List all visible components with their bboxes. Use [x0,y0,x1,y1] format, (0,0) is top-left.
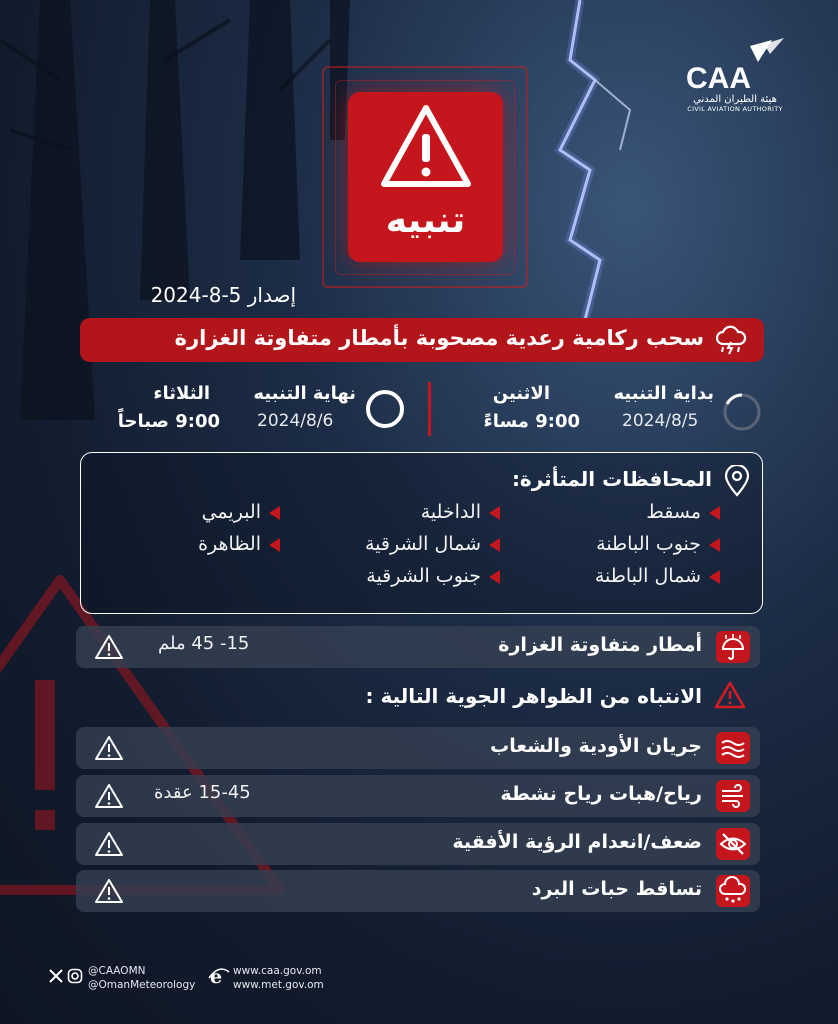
caution-heading [76,678,760,718]
warning-triangle-icon [714,680,746,710]
governorate-item: البريمي [202,501,280,523]
phenomenon-label: جريان الأودية والشعاب [490,735,702,757]
svg-text:e: e [210,966,223,986]
logo-arabic-name: هيئة الطيران المدني [693,94,777,105]
governorate-item: جنوب الباطنة [596,533,720,555]
start-time: 9:00 مساءً [483,411,580,432]
wind-icon [716,780,750,812]
logo-english-name: CIVIL AVIATION AUTHORITY [687,105,783,113]
hail-cloud-icon [716,875,750,907]
phenomenon-row [76,870,760,912]
web-browser-icon [208,966,230,986]
governorate-item: شمال الباطنة [595,565,720,587]
phenomenon-row [76,823,760,865]
rain-row [76,626,760,668]
headline-text: سحب ركامية رعدية مصحوبة بأمطار متفاوتة الغزارة [174,326,704,350]
governorate-item: مسقط [646,501,720,523]
thunder-cloud-icon [714,324,748,356]
end-title: نهاية التنبيه [253,383,356,404]
warning-triangle-icon [94,783,124,809]
governorate-item: الداخلية [421,501,500,523]
time-divider [428,382,431,436]
phenomenon-row [76,727,760,769]
governorates-panel [80,452,763,614]
caa-logo [676,38,794,130]
warning-triangle-icon [378,102,474,190]
social-handle-caa[interactable]: @CAAOMN [88,965,146,977]
end-time: 9:00 صباحاً [117,411,220,432]
waves-icon [716,732,750,764]
start-title: بداية التنبيه [613,383,714,404]
governorate-item: شمال الشرقية [365,533,500,555]
warning-triangle-icon [94,735,124,761]
website-caa[interactable]: www.caa.gov.om [233,965,322,977]
governorate-item: الظاهرة [198,533,280,555]
rain-label: أمطار متفاوتة الغزارة [498,634,702,656]
phenomenon-label: تساقط حبات البرد [531,878,702,900]
end-date: 2024/8/6 [257,411,334,431]
warning-triangle-icon [94,878,124,904]
website-met[interactable]: www.met.gov.om [233,979,324,991]
phenomenon-label: رياح/هبات رياح نشطة [500,783,702,805]
alert-label: تنبيه [385,200,466,241]
location-pin-icon [724,465,750,497]
eye-off-icon [716,828,750,860]
social-handle-met[interactable]: @OmanMeteorology [88,979,196,991]
warning-triangle-icon [94,634,124,660]
phenomenon-row [76,775,760,817]
caution-text: الانتباه من الظواهر الجوية التالية : [365,684,702,708]
headline-bar [80,318,764,362]
x-twitter-icon[interactable] [48,968,64,984]
start-date: 2024/8/5 [622,411,699,431]
start-day: الاثنين [492,383,550,404]
plane-logo-icon [680,38,790,92]
logo-mark-text: CAA [686,62,751,92]
rain-value: 15- 45 ملم [158,633,250,654]
issue-date: إصدار 5-8-2024 [150,283,296,307]
phenomenon-value: 15-45 عقدة [154,782,251,803]
warning-triangle-icon [94,831,124,857]
governorates-title: المحافظات المتأثرة: [511,467,712,491]
end-day: الثلاثاء [153,383,210,404]
rain-umbrella-icon [716,631,750,663]
phenomenon-label: ضعف/انعدام الرؤية الأفقية [452,831,702,853]
end-clock-icon [364,388,406,430]
governorate-item: جنوب الشرقية [366,565,500,587]
start-clock-icon [722,392,762,432]
instagram-icon[interactable] [67,968,83,984]
